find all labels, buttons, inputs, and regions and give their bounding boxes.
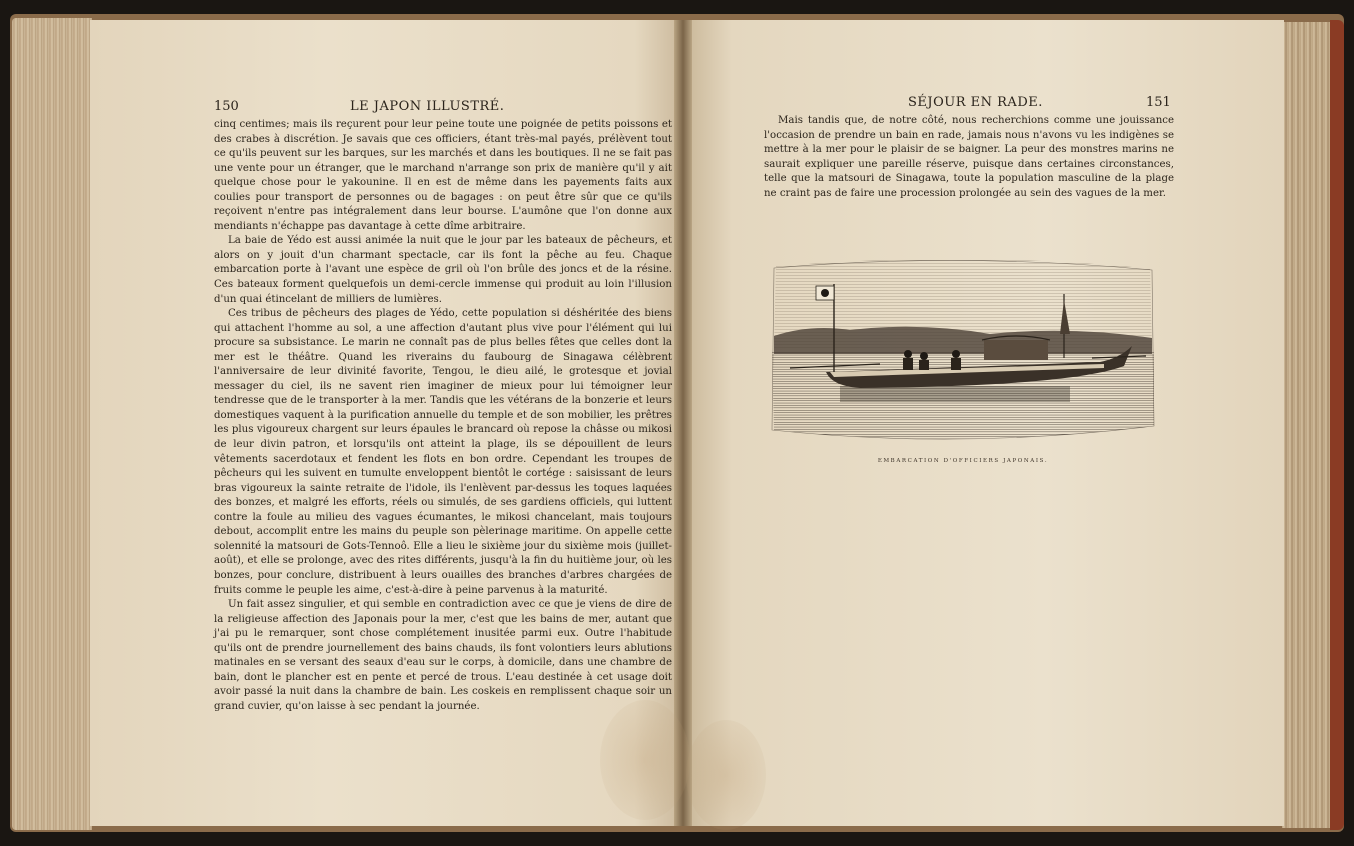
running-head-left: LE JAPON ILLUSTRÉ.: [350, 99, 505, 114]
book-gutter: [674, 20, 692, 826]
figure-caption: EMBARCATION D'OFFICIERS JAPONAIS.: [877, 458, 1049, 464]
water-stain: [600, 700, 690, 820]
paragraph: Ces tribus de pêcheurs des plages de Yédo, cette population si déshéritée des biens qui attachent l'homme au sol, a une affection d'autant plus vive pour l'élément qui lui procure sa subsistance. Le marin ne connaît pas de plus belles fêtes que celles dont la mer est le théâtre. Quand les riverains du faubourg de Sinagawa célèbrent l'anniversaire de leur divinité favorite, Tengou, le dieu ailé, le grotesque et jovial messager du ciel, ils ne savent rien imaginer de mieux pour lui témoigner leur tendresse que de le transporter à la mer. Tandis que les vétérans de la bonzerie et leurs domestiques vaquent à la purification annuelle du temple et de son mobilier, les prêtres les plus vigoureux chargent sur leurs épaules le brancard où repose la châsse ou mikosi de leur divin patron, et lorsqu'ils ont atteint la plage, ils se dépouillent de leurs vêtements sacerdotaux et fendent les flots en bon ordre. Cependant les troupes de pêcheurs qui les suivent en tumulte enveloppent bientôt le cortége : saisissant de leurs bras vigoureux la sainte retraite de l'idole, ils l'enlèvent par-dessus les toques laquées des bonzes, et malgré les efforts, réels ou simulés, de ses gardiens officiels, qui luttent contre la foule au milieu des vagues écumantes, le mikosi chancelant, mais toujours debout, accomplit entre les mains du peuple son pèlerinage maritime. On appelle cette solennité la matsouri de Gots-Tennoô. Elle a lieu le sixième jour du sixième mois (juillet-août), et elle se prolonge, avec des rites différents, jusqu'à la fin du huitième jour, où les bonzes, pour conclure, distribuent à leurs ouailles des branches d'arbres chargées de fruits comme le peuple les aime, c'est-à-dire à peine parvenus à la maturité.: [214, 308, 672, 596]
water-stain: [686, 720, 766, 830]
book-cover-edge: [1330, 20, 1344, 830]
right-page-text: [764, 114, 1174, 201]
left-page-text: [214, 118, 672, 714]
paragraph: La baie de Yédo est aussi animée la nuit que le jour par les bateaux de pêcheurs, et alors on y jouit d'un charmant spectacle, car ils font la pêche au feu. Chaque embarcation porte à l'avant une espèce de gril où l'on brûle des joncs et de la résine. Ces bateaux forment quelquefois un demi-cercle immense qui produit au loin l'illusion d'un quai étincelant de milliers de lumières.: [214, 235, 672, 305]
paragraph: Mais tandis que, de notre côté, nous recherchions comme une jouissance l'occasion de prendre un bain en rade, jamais nous n'avons vu les indigènes se mettre à la mer pour le plaisir de se baigner. La peur des monstres marins ne saurait expliquer une pareille réserve, puisque dans certaines circonstances, telle que la matsouri de Sinagawa, toute la population masculine de la plage ne craint pas de faire une procession prolongée au sein des vagues de la mer.: [764, 115, 1174, 199]
page-number-left: 150: [214, 99, 239, 114]
left-page-edges: [12, 18, 92, 830]
running-head-right: SÉJOUR EN RADE.: [908, 95, 1043, 110]
paragraph: cinq centimes; mais ils reçurent pour leur peine toute une poignée de petits poissons et des crabes à discrétion. Je savais que ces officiers, étant très-mal payés, prélèvent tout ce qu'ils peuvent sur les barques, sur les marchés et dans les boutiques. Il ne se fait pas une vente pour un étranger, que le marchand n'arrange son prix de manière qu'il y ait quelque chose pour le yakounine. Il en est de même dans les payements faits aux coulies pour transport de personnes ou de bagages : on peut être sûr que ce qu'ils reçoivent n'entre pas intégralement dans leur bourse. L'aumône que l'on donne aux mendiants n'échappe pas davantage à cette dîme arbitraire.: [214, 119, 672, 232]
paragraph: Un fait assez singulier, et qui semble en contradiction avec ce que je viens de dire de la religieuse affection des Japonais pour la mer, c'est que les bains de mer, autant que j'ai pu le remarquer, sont chose complétement inusitée parmi eux. Outre l'habitude qu'ils ont de prendre journellement des bains chauds, ils font volontiers leurs ablutions matinales en se versant des seaux d'eau sur le corps, à domicile, dans une chambre de bain, dont le plancher est en pente et percé de trous. L'eau destinée à cet usage doit avoir passé la nuit dans la chambre de bain. Les coskeis en remplissent chaque soir un grand cuvier, qu'on laisse à sec pendant la journée.: [214, 599, 672, 712]
page-number-right: 151: [1146, 95, 1171, 110]
boat-engraving: [770, 254, 1156, 444]
